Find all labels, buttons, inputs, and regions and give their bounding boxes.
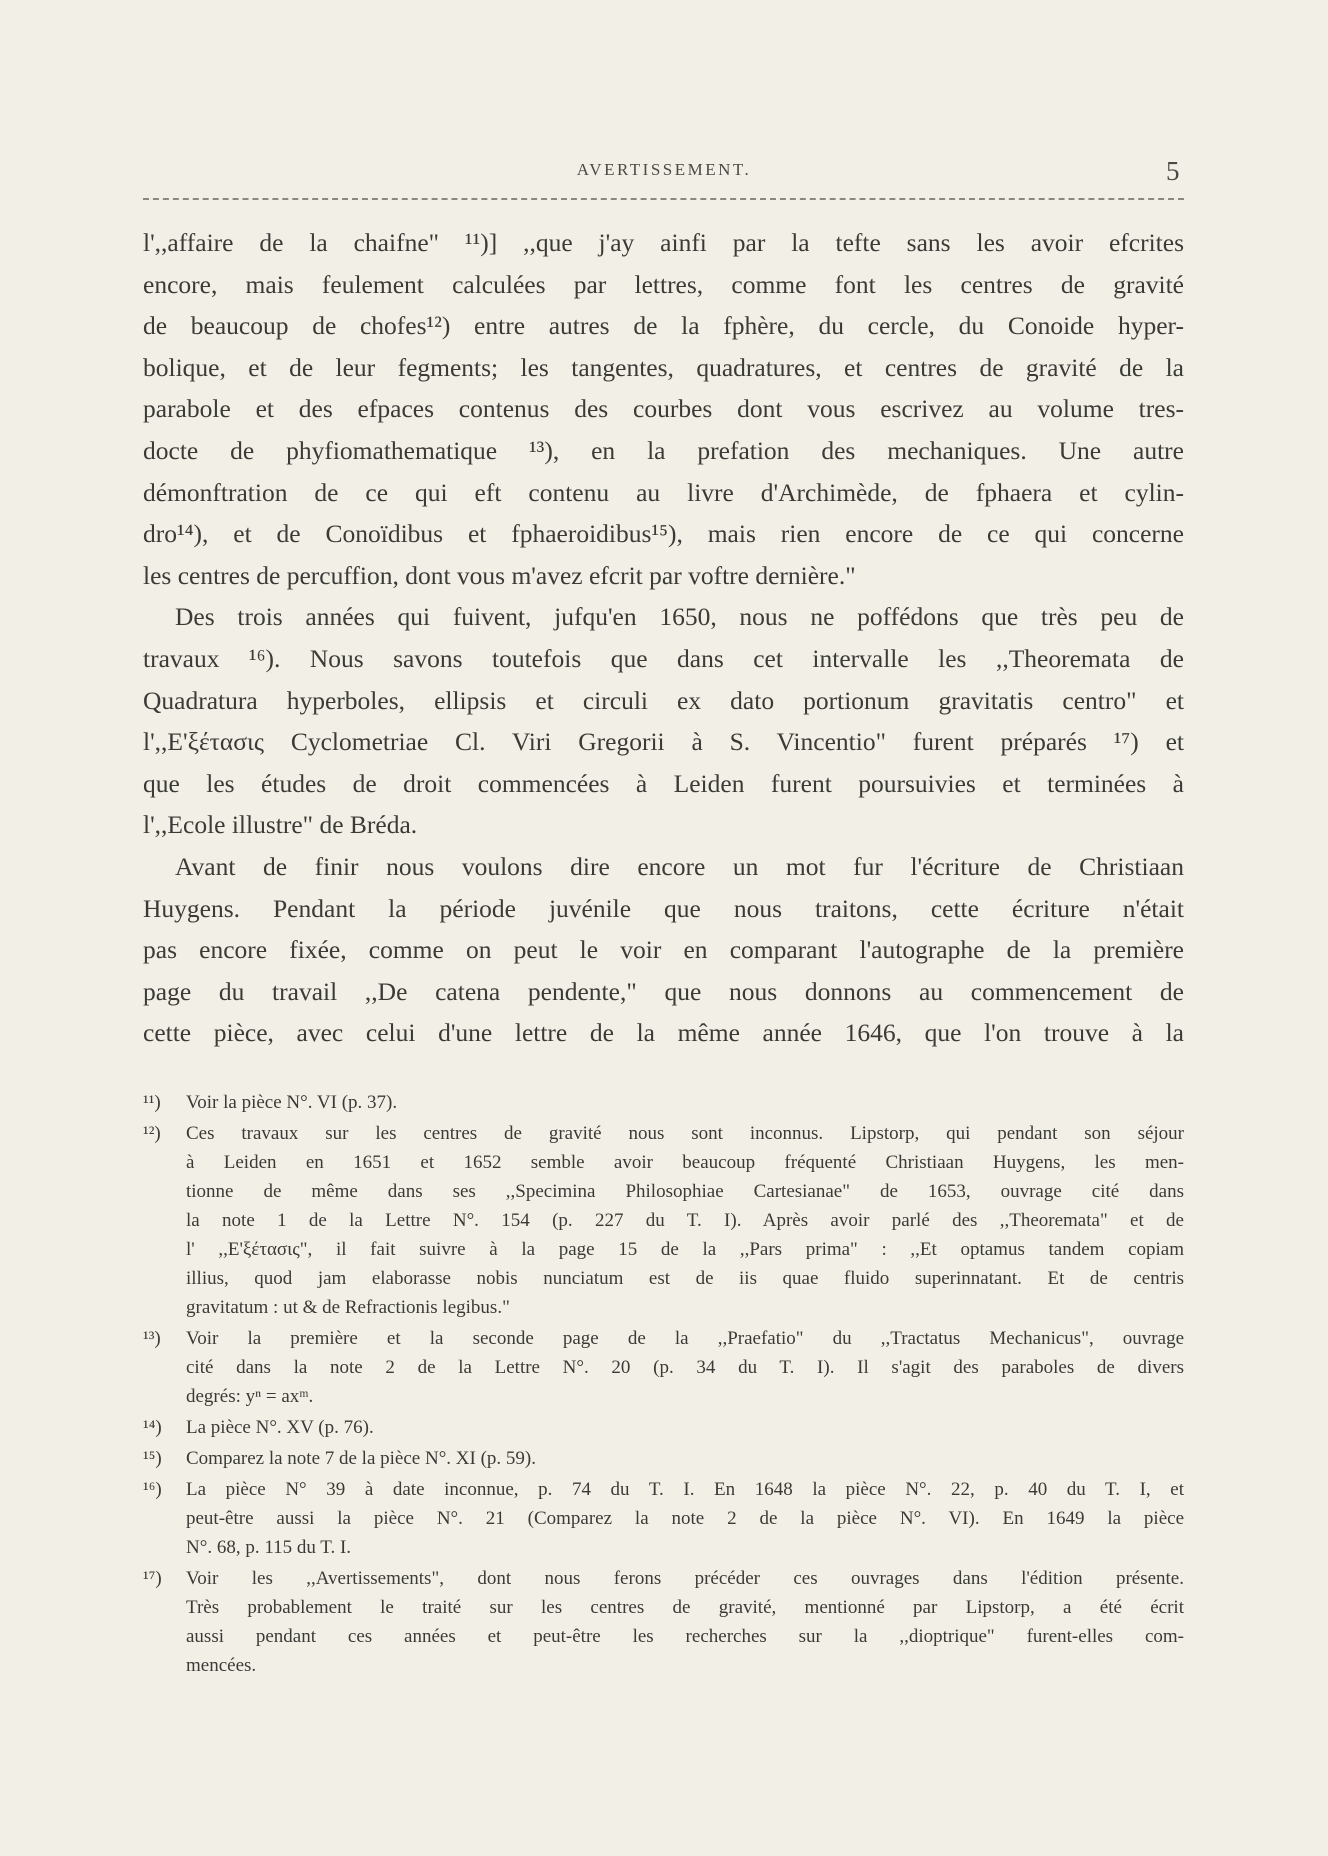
footnote-line: Voir la première et la seconde page de la ,,Praefatio" du ,,Tractatus Mechanicus", ouvrage: [186, 1328, 1184, 1349]
footnote-number: ¹⁴): [143, 1417, 162, 1438]
footnote-line: Très probablement le traité sur les centres de gravité, mentionné par Lipstorp, a été écrit: [186, 1597, 1184, 1618]
footnote: [143, 1564, 1184, 1680]
paragraph: [143, 846, 1184, 1054]
paragraph: [143, 222, 1184, 596]
running-head: AVERTISSEMENT.: [576, 160, 752, 179]
footnote-line: Voir les ,,Avertissements", dont nous ferons précéder ces ouvrages dans l'édition présente.: [186, 1568, 1184, 1589]
footnote-number: ¹⁶): [143, 1479, 162, 1500]
footnote-line: La pièce N°. XV (p. 76).: [186, 1417, 374, 1438]
text-line: encore, mais feulement calculées par lettres, comme font les centres de gravité: [143, 269, 1184, 299]
text-line: pas encore fixée, comme on peut le voir en comparant l'autographe de la première: [143, 935, 1184, 965]
text-line: l',,Ecole illustre" de Bréda.: [143, 810, 418, 840]
header-rule: [143, 198, 1184, 200]
body-text: [143, 222, 1184, 1054]
text-line: docte de phyfiomathematique ¹³), en la prefation des mechaniques. Une autre: [143, 435, 1184, 465]
page-number: 5: [1166, 156, 1180, 186]
footnote-line: Ces travaux sur les centres de gravité nous sont inconnus. Lipstorp, qui pendant son séjour: [186, 1123, 1184, 1144]
footnote-line: cité dans la note 2 de la Lettre N°. 20 (p. 34 du T. I). Il s'agit des paraboles de divers: [186, 1357, 1184, 1378]
text-line: de beaucoup de chofes¹²) entre autres de la fphère, du cercle, du Conoide hyper-: [143, 311, 1184, 341]
footnote-number: ¹⁷): [143, 1568, 162, 1589]
text-line: dro¹⁴), et de Conoïdibus et fphaeroidibus¹⁵), mais rien encore de ce qui concerne: [143, 519, 1184, 549]
footnote: [143, 1413, 1184, 1442]
text-line: parabole et des efpaces contenus des courbes dont vous escrivez au volume tres-: [143, 394, 1184, 424]
footnote-line: Voir la pièce N°. VI (p. 37).: [186, 1092, 398, 1113]
footnote-number: ¹³): [143, 1328, 161, 1349]
text-line: démonftration de ce qui eft contenu au livre d'Archimède, de fphaera et cylin-: [143, 477, 1184, 507]
footnote: [143, 1444, 1184, 1473]
text-line: cette pièce, avec celui d'une lettre de la même année 1646, que l'on trouve à la: [143, 1018, 1184, 1048]
text-line: page du travail ,,De catena pendente," que nous donnons au commencement de: [143, 976, 1184, 1006]
text-line: bolique, et de leur fegments; les tangentes, quadratures, et centres de gravité de la: [143, 352, 1184, 382]
text-line: Des trois années qui fuivent, jufqu'en 1650, nous ne poffédons que très peu de: [175, 602, 1184, 632]
text-line: Quadratura hyperboles, ellipsis et circuli ex dato portionum gravitatis centro" et: [143, 685, 1184, 715]
footnote-line: peut-être aussi la pièce N°. 21 (Comparez la note 2 de la pièce N°. VI). En 1649 la pièce: [186, 1508, 1184, 1529]
footnote-line: La pièce N° 39 à date inconnue, p. 74 du T. I. En 1648 la pièce N°. 22, p. 40 du T. I, et: [186, 1479, 1184, 1500]
footnote-line: N°. 68, p. 115 du T. I.: [186, 1537, 352, 1558]
footnote-line: à Leiden en 1651 et 1652 semble avoir beaucoup fréquenté Christiaan Huygens, les men-: [186, 1152, 1184, 1173]
text-line: l',,E'ξέτασις Cyclometriae Cl. Viri Gregorii à S. Vincentio" furent préparés ¹⁷) et: [143, 727, 1184, 757]
text-line: Avant de finir nous voulons dire encore un mot fur l'écriture de Christiaan: [175, 851, 1184, 881]
text-line: l',,affaire de la chaifne" ¹¹)] ,,que j'ay ainfi par la tefte sans les avoir efcrites: [143, 228, 1184, 257]
footnote-number: ¹⁵): [143, 1448, 162, 1469]
text-line: Huygens. Pendant la période juvénile que nous traitons, cette écriture n'était: [143, 893, 1184, 923]
footnote-line: gravitatum : ut & de Refractionis legibus.": [186, 1297, 510, 1318]
footnote: [143, 1475, 1184, 1562]
footnote-line: mencées.: [186, 1655, 257, 1676]
footnote-line: degrés: yⁿ = axᵐ.: [186, 1386, 314, 1407]
footnote-number: ¹²): [143, 1123, 161, 1144]
footnote-line: Comparez la note 7 de la pièce N°. XI (p. 59).: [186, 1448, 536, 1469]
footnote-line: l' ,,E'ξέτασις", il fait suivre à la page 15 de la ,,Pars prima" : ,,Et optamus tandem copiam: [186, 1239, 1184, 1260]
footnote: [143, 1119, 1184, 1322]
footnote-line: tionne de même dans ses ,,Specimina Philosophiae Cartesianae" de 1653, ouvrage cité dans: [186, 1181, 1184, 1202]
text-line: les centres de percuffion, dont vous m'avez efcrit par voftre dernière.": [143, 560, 856, 590]
paragraph: [143, 596, 1184, 846]
text-line: travaux ¹⁶). Nous savons toutefois que dans cet intervalle les ,,Theoremata de: [143, 643, 1184, 673]
footnote: [143, 1324, 1184, 1411]
footnote-line: illius, quod jam elaborasse nobis nunciatum est de iis quae fluido superinnatant. Et de centris: [186, 1268, 1184, 1289]
footnote: [143, 1088, 1184, 1117]
footnote-line: aussi pendant ces années et peut-être les recherches sur la ,,dioptrique" furent-elles com-: [186, 1626, 1184, 1647]
footnote-line: la note 1 de la Lettre N°. 154 (p. 227 du T. I). Après avoir parlé des ,,Theoremata" et de: [186, 1210, 1184, 1231]
text-line: que les études de droit commencées à Leiden furent poursuivies et terminées à: [143, 768, 1184, 798]
footnote-number: ¹¹): [143, 1092, 161, 1113]
footnotes: [143, 1088, 1184, 1680]
